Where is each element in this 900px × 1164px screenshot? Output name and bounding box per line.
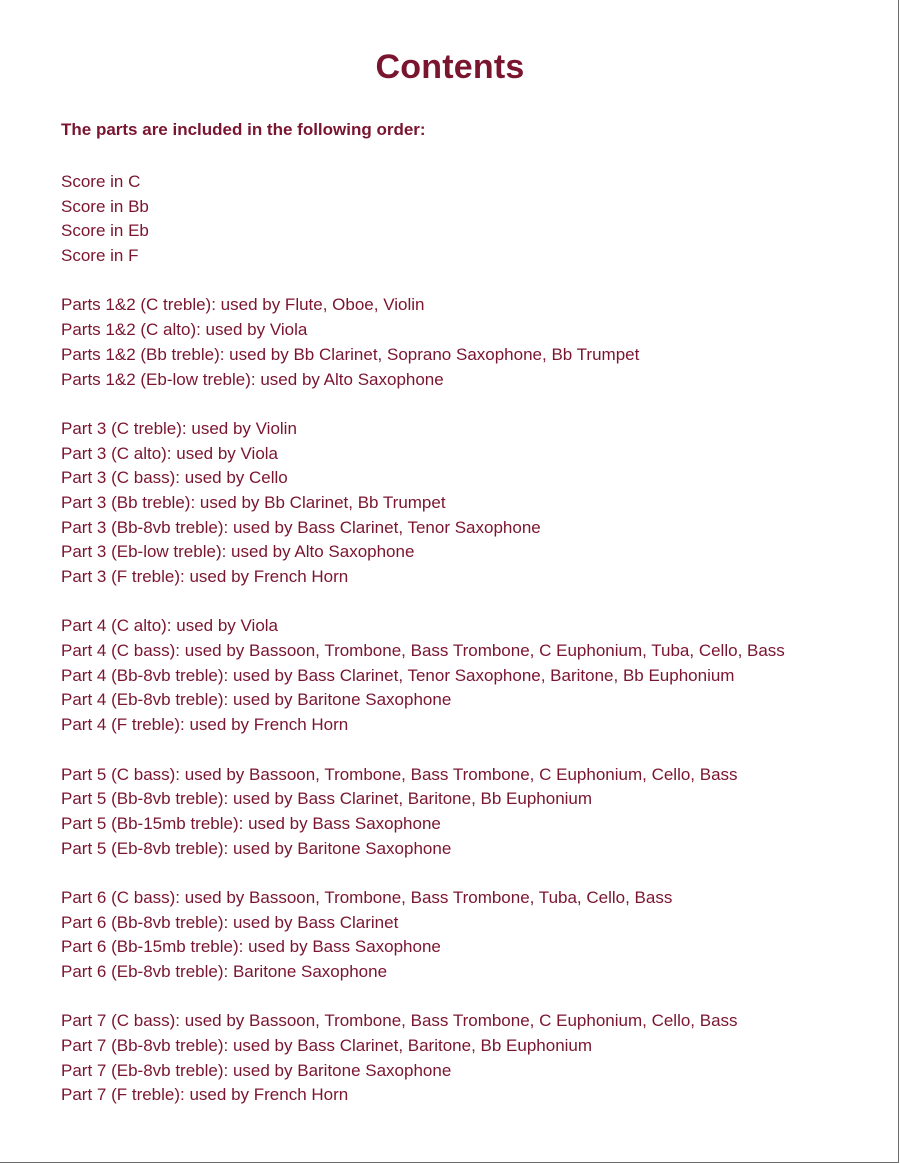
list-item: Score in Eb <box>61 221 149 241</box>
list-item: Part 6 (C bass): used by Bassoon, Trombone, Bass Trombone, Tuba, Cello, Bass <box>61 887 673 907</box>
list-item: Part 6 (Bb-15mb treble): used by Bass Saxophone <box>61 937 441 957</box>
list-item: Part 3 (C alto): used by Viola <box>61 443 279 463</box>
section-scores <box>61 170 881 269</box>
list-item: Score in C <box>61 172 141 191</box>
list-item: Part 3 (Bb-8vb treble): used by Bass Clarinet, Tenor Saxophone <box>61 517 541 537</box>
list-item: Score in Bb <box>61 196 149 216</box>
list-item: Part 4 (Bb-8vb treble): used by Bass Clarinet, Tenor Saxophone, Baritone, Bb Euphonium <box>61 665 735 685</box>
list-item: Part 7 (F treble): used by French Horn <box>61 1085 349 1105</box>
list-item: Part 3 (C treble): used by Violin <box>61 418 297 438</box>
list-item: Part 7 (Eb-8vb treble): used by Baritone Saxophone <box>61 1060 452 1080</box>
list-item: Part 5 (Eb-8vb treble): used by Baritone Saxophone <box>61 838 452 858</box>
list-item: Part 5 (Bb-8vb treble): used by Bass Clarinet, Baritone, Bb Euphonium <box>61 789 593 809</box>
intro-text: The parts are included in the following order: <box>61 120 426 139</box>
list-item: Part 5 (C bass): used by Bassoon, Trombone, Bass Trombone, C Euphonium, Cello, Bass <box>61 764 738 784</box>
section-part-6 <box>61 886 881 985</box>
page-title: Contents <box>375 48 525 86</box>
list-item: Part 3 (Eb-low treble): used by Alto Saxophone <box>61 542 415 562</box>
list-item: Part 6 (Bb-8vb treble): used by Bass Clarinet <box>61 912 399 932</box>
list-item: Parts 1&2 (C treble): used by Flute, Oboe, Violin <box>61 295 425 315</box>
list-item: Parts 1&2 (C alto): used by Viola <box>61 320 308 340</box>
list-item: Part 5 (Bb-15mb treble): used by Bass Saxophone <box>61 813 441 833</box>
section-parts-1-2 <box>61 293 881 392</box>
list-item: Part 6 (Eb-8vb treble): Baritone Saxophone <box>61 962 388 981</box>
list-item: Part 4 (F treble): used by French Horn <box>61 715 349 735</box>
section-part-5 <box>61 763 881 862</box>
list-item: Score in F <box>61 246 139 266</box>
list-item: Parts 1&2 (Bb treble): used by Bb Clarinet, Soprano Saxophone, Bb Trumpet <box>61 344 640 364</box>
list-item: Part 4 (Eb-8vb treble): used by Baritone Saxophone <box>61 690 452 710</box>
section-part-4 <box>61 614 881 737</box>
list-item: Part 7 (C bass): used by Bassoon, Trombone, Bass Trombone, C Euphonium, Cello, Bass <box>61 1011 738 1031</box>
list-item: Parts 1&2 (Eb-low treble): used by Alto Saxophone <box>61 369 444 389</box>
list-item: Part 7 (Bb-8vb treble): used by Bass Clarinet, Baritone, Bb Euphonium <box>61 1036 593 1056</box>
contents-list <box>61 170 881 1133</box>
section-part-3 <box>61 417 881 590</box>
list-item: Part 3 (C bass): used by Cello <box>61 468 288 488</box>
list-item: Part 4 (C bass): used by Bassoon, Trombone, Bass Trombone, C Euphonium, Tuba, Cello, Bass <box>61 641 785 661</box>
list-item: Part 3 (Bb treble): used by Bb Clarinet, Bb Trumpet <box>61 492 446 512</box>
section-part-7 <box>61 1009 881 1108</box>
list-item: Part 3 (F treble): used by French Horn <box>61 567 349 586</box>
list-item: Part 4 (C alto): used by Viola <box>61 616 279 636</box>
